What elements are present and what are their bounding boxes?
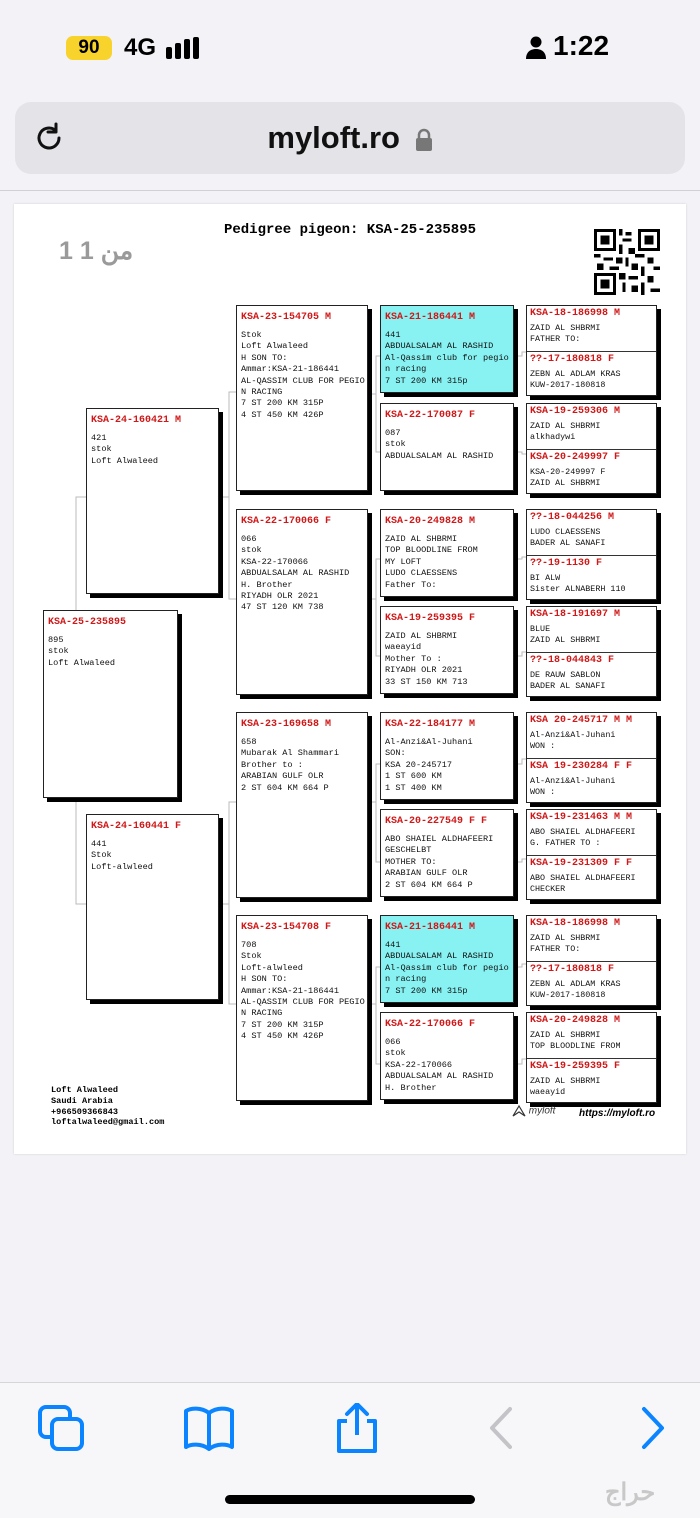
card-line: waeayid [385, 642, 422, 653]
pigeon-card-dam [86, 814, 219, 1000]
card-line: ZAID AL SHBRMI [530, 478, 601, 489]
ring-number: KSA-22-170066 F [241, 516, 332, 527]
bookmarks-icon[interactable] [183, 1403, 235, 1453]
ring-number: KSA-24-160441 F [91, 821, 182, 832]
ring-number: KSA-18-186998 M [530, 918, 621, 929]
tabs-icon[interactable] [36, 1403, 88, 1453]
card-line: 708 [241, 940, 257, 950]
ring-number: KSA-19-231463 M M [530, 812, 633, 823]
gen4-entry [527, 306, 656, 351]
card-line: n racing [385, 974, 427, 985]
card-line: 33 ST 150 KM 713 [385, 676, 468, 687]
card-line: MOTHER TO: [385, 856, 437, 867]
status-bar [0, 0, 700, 95]
card-line: BADER AL SANAFI [530, 681, 606, 692]
card-line: ABO SHAIEL ALDHAFEERI [385, 834, 494, 844]
gen4-entry [527, 607, 656, 652]
pigeon-logo-icon [512, 1104, 526, 1118]
clock: 1:22 [553, 30, 610, 61]
card-line: Ammar:KSA-21-186441 [241, 364, 339, 375]
ring-number: KSA-24-160421 M [91, 415, 182, 426]
card-line: 066 [241, 534, 257, 544]
share-icon[interactable] [331, 1403, 383, 1453]
person-icon [525, 36, 547, 60]
gen4-entry [527, 758, 656, 803]
card-line: 087 [385, 428, 401, 438]
card-line: Sister ALNABERH 110 [530, 584, 626, 595]
url-display[interactable] [15, 120, 685, 156]
card-line: Stok [241, 330, 262, 340]
card-line: KSA 20-245717 [385, 759, 453, 770]
card-line: RIYADH OLR 2021 [385, 665, 463, 676]
address-bar[interactable] [15, 102, 685, 174]
pedigree-document [14, 204, 686, 1154]
ring-number: ??-18-044256 M [530, 512, 615, 523]
card-line: ZAID AL SHBRMI [385, 534, 458, 544]
gen4-entry [527, 961, 656, 1006]
pigeon-card-gen4 [526, 915, 657, 1006]
card-line: Loft Alwaleed [241, 341, 309, 352]
card-line: BLUE [530, 624, 551, 634]
card-line: 441 [385, 940, 401, 950]
pigeon-card-gen3 [380, 1012, 514, 1100]
card-line: stok [385, 439, 406, 450]
card-line: Loft-alwleed [91, 861, 153, 872]
ring-number: ??-19-1130 F [530, 558, 603, 569]
card-line: AL-QASSIM CLUB FOR PEGIO [241, 375, 365, 386]
card-line: Al-Anzi&Al-Juhani [530, 730, 616, 740]
ring-number: KSA-18-191697 M [530, 609, 621, 620]
card-line: LUDO CLAESSENS [385, 568, 458, 579]
owner-phone: +966509366843 [51, 1106, 119, 1117]
gen4-entry [527, 449, 656, 494]
card-line: KSA-20-249997 F [530, 467, 606, 477]
ring-number: KSA-25-235895 [48, 617, 127, 628]
ring-number: KSA-21-186441 M [385, 312, 476, 323]
card-line: 658 [241, 737, 257, 747]
card-line: 47 ST 120 KM 738 [241, 602, 324, 613]
lock-icon [415, 128, 433, 152]
pigeon-card-gen4 [526, 1012, 657, 1103]
card-line: Loft Alwaleed [48, 657, 116, 668]
card-line: G. FATHER TO : [530, 838, 601, 849]
page-title: Pedigree pigeon: KSA-25-235895 [223, 222, 477, 238]
card-line: waeayid [530, 1087, 566, 1098]
card-line: 441 [91, 839, 107, 849]
card-line: stok [385, 1048, 406, 1059]
card-line: 4 ST 450 KM 426P [241, 1031, 324, 1042]
ring-number: KSA-20-249828 M [385, 516, 476, 527]
ring-number: KSA-23-154708 F [241, 922, 332, 933]
card-line: ZEBN AL ADLAM KRAS [530, 369, 621, 379]
ring-number: KSA-19-231309 F F [530, 858, 633, 869]
card-line: FATHER TO: [530, 334, 581, 345]
card-line: ABDUALSALAM AL RASHID [385, 1071, 494, 1082]
card-line: CHECKER [530, 884, 566, 895]
battery-indicator: 90 [66, 36, 112, 60]
footer-url[interactable]: https://myloft.ro [579, 1108, 656, 1119]
card-line: ZAID AL SHBRMI [530, 421, 601, 431]
owner-name: Loft Alwaleed [51, 1085, 119, 1095]
pigeon-card-gen4 [526, 712, 657, 803]
logo-text: myloft [528, 1105, 556, 1117]
card-line: 7 ST 200 KM 315P [241, 398, 324, 409]
ring-number: KSA-18-186998 M [530, 308, 621, 319]
page-counter: 1 من 1 [59, 237, 134, 265]
ring-number: KSA 19-230284 F F [530, 761, 633, 772]
card-line: N RACING [241, 387, 283, 398]
card-line: alkhadywi [530, 432, 576, 443]
ring-number: KSA-21-186441 M [385, 922, 476, 933]
forward-icon[interactable] [626, 1403, 678, 1453]
url-text: myloft.ro [267, 120, 400, 155]
card-line: 7 ST 200 KM 315p [385, 375, 468, 386]
card-line: H. Brother [241, 579, 293, 590]
gen4-entry [527, 810, 656, 855]
card-line: 1 ST 400 KM [385, 782, 442, 793]
card-line: ZAID AL SHBRMI [530, 635, 601, 646]
card-line: ZAID AL SHBRMI [530, 323, 601, 333]
pigeon-card-gen2 [236, 305, 368, 491]
card-line: Loft-alwleed [241, 962, 303, 973]
ring-number: KSA-22-184177 M [385, 719, 476, 730]
card-line: Mother To : [385, 653, 442, 664]
pigeon-card-gen4 [526, 403, 657, 494]
ring-number: ??-17-180818 F [530, 964, 615, 975]
card-line: FATHER TO: [530, 944, 581, 955]
ring-number: KSA-20-249828 M [530, 1015, 621, 1026]
pigeon-card-gen4 [526, 606, 657, 697]
divider [0, 190, 700, 191]
card-line: Al-Anzi&Al-Juhani [385, 737, 473, 747]
pigeon-card-gen4 [526, 305, 657, 396]
ring-number: KSA-22-170066 F [385, 1019, 476, 1030]
card-line: 7 ST 200 KM 315P [241, 1019, 324, 1030]
card-line: LUDO CLAESSENS [530, 527, 601, 537]
card-line: ARABIAN GULF OLR [241, 771, 324, 782]
gen4-entry [527, 1013, 656, 1058]
gen4-entry [527, 404, 656, 449]
card-line: ZAID AL SHBRMI [530, 1030, 601, 1040]
myloft-logo [512, 1104, 555, 1118]
card-line: ABDUALSALAM AL RASHID [241, 568, 350, 579]
back-icon[interactable] [478, 1403, 530, 1453]
gen4-entry [527, 855, 656, 900]
card-line: WON : [530, 741, 556, 752]
card-line: 2 ST 604 KM 664 P [241, 782, 329, 793]
card-line: Al-Qassim club for pegio [385, 352, 509, 363]
card-line: Stok [91, 850, 112, 861]
card-line: 1 ST 600 KM [385, 771, 442, 782]
card-line: ABDUALSALAM AL RASHID [385, 951, 494, 962]
card-line: BI ALW [530, 573, 561, 583]
card-line: ZAID AL SHBRMI [530, 933, 601, 943]
pigeon-card-subject [43, 610, 178, 798]
card-line: ABDUALSALAM AL RASHID [385, 450, 494, 461]
gen4-entry [527, 351, 656, 396]
pigeon-card-sire [86, 408, 219, 594]
card-line: N RACING [241, 1008, 283, 1019]
card-line: 895 [48, 635, 64, 645]
pigeon-card-gen3 [380, 606, 514, 694]
card-line: ZEBN AL ADLAM KRAS [530, 979, 621, 989]
ring-number: KSA-19-259395 F [530, 1061, 621, 1072]
card-line: 421 [91, 433, 107, 443]
gen4-entry [527, 1058, 656, 1103]
card-line: KSA-22-170066 [241, 556, 309, 567]
pigeon-card-gen2 [236, 509, 368, 695]
card-line: KUW-2017-180818 [530, 380, 606, 391]
card-line: Mubarak Al Shammari [241, 748, 339, 759]
card-line: H SON TO: [241, 352, 288, 363]
card-line: stok [241, 545, 262, 556]
gen4-entry [527, 713, 656, 758]
card-line: ABDUALSALAM AL RASHID [385, 341, 494, 352]
card-line: TOP BLOODLINE FROM [385, 545, 478, 556]
card-line: H. Brother [385, 1082, 437, 1093]
card-line: ZAID AL SHBRMI [530, 1076, 601, 1086]
card-line: KSA-22-170066 [385, 1059, 453, 1070]
signal-icon [166, 37, 206, 59]
owner-country: Saudi Arabia [51, 1095, 113, 1106]
ring-number: KSA 20-245717 M M [530, 715, 633, 726]
card-line: WON : [530, 787, 556, 798]
pigeon-card-gen3 [380, 712, 514, 800]
ring-number: KSA-22-170087 F [385, 410, 476, 421]
owner-info [51, 1085, 164, 1128]
card-line: Brother to : [241, 759, 303, 770]
card-line: Father To: [385, 579, 437, 590]
ring-number: KSA-20-227549 F F [385, 816, 488, 827]
ring-number: ??-18-044843 F [530, 655, 615, 666]
pigeon-card-gen2 [236, 915, 368, 1101]
card-line: n racing [385, 364, 427, 375]
card-line: ARABIAN GULF OLR [385, 868, 468, 879]
ring-number: KSA-23-169658 M [241, 719, 332, 730]
pigeon-card-gen2 [236, 712, 368, 898]
card-line: SON: [385, 748, 406, 759]
pigeon-card-gen3 [380, 403, 514, 491]
card-line: stok [48, 646, 69, 657]
card-line: H SON TO: [241, 974, 288, 985]
card-line: 4 ST 450 KM 426P [241, 409, 324, 420]
owner-email: loftalwaleed@gmail.com [51, 1117, 165, 1128]
pigeon-card-gen3 [380, 809, 514, 897]
watermark: حراج [605, 1479, 656, 1506]
card-line: BADER AL SANAFI [530, 538, 606, 549]
ring-number: KSA-23-154705 M [241, 312, 332, 323]
ring-number: ??-17-180818 F [530, 354, 615, 365]
pigeon-card-gen3 [380, 305, 514, 393]
card-line: 2 ST 604 KM 664 P [385, 879, 473, 890]
pigeon-card-gen3 [380, 915, 514, 1003]
card-line: ABO SHAIEL ALDHAFEERI [530, 873, 636, 883]
card-line: ABO SHAIEL ALDHAFEERI [530, 827, 636, 837]
card-line: TOP BLOODLINE FROM [530, 1041, 621, 1052]
ring-number: KSA-19-259306 M [530, 406, 621, 417]
card-line: Loft Alwaleed [91, 455, 159, 466]
card-line: MY LOFT [385, 556, 422, 567]
card-line: Ammar:KSA-21-186441 [241, 985, 339, 996]
card-line: 066 [385, 1037, 401, 1047]
network-type: 4G [124, 34, 157, 61]
card-line: RIYADH OLR 2021 [241, 591, 319, 602]
gen4-entry [527, 652, 656, 697]
home-indicator[interactable] [225, 1495, 475, 1504]
pigeon-card-gen4 [526, 509, 657, 600]
card-line: GESCHELBT [385, 845, 432, 856]
card-line: stok [91, 444, 112, 455]
card-line: AL-QASSIM CLUB FOR PEGIO [241, 997, 365, 1008]
ring-number: KSA-20-249997 F [530, 452, 621, 463]
pigeon-card-gen4 [526, 809, 657, 900]
gen4-entry [527, 510, 656, 555]
pigeon-card-gen3 [380, 509, 514, 597]
card-line: Al-Qassim club for pegio [385, 962, 509, 973]
card-line: 7 ST 200 KM 315p [385, 985, 468, 996]
card-line: Stok [241, 951, 262, 962]
card-line: 441 [385, 330, 401, 340]
gen4-entry [527, 555, 656, 600]
card-line: KUW-2017-180818 [530, 990, 606, 1001]
card-line: Al-Anzi&Al-Juhani [530, 776, 616, 786]
gen4-entry [527, 916, 656, 961]
card-line: ZAID AL SHBRMI [385, 631, 458, 641]
card-line: DE RAUW SABLON [530, 670, 601, 680]
ring-number: KSA-19-259395 F [385, 613, 476, 624]
